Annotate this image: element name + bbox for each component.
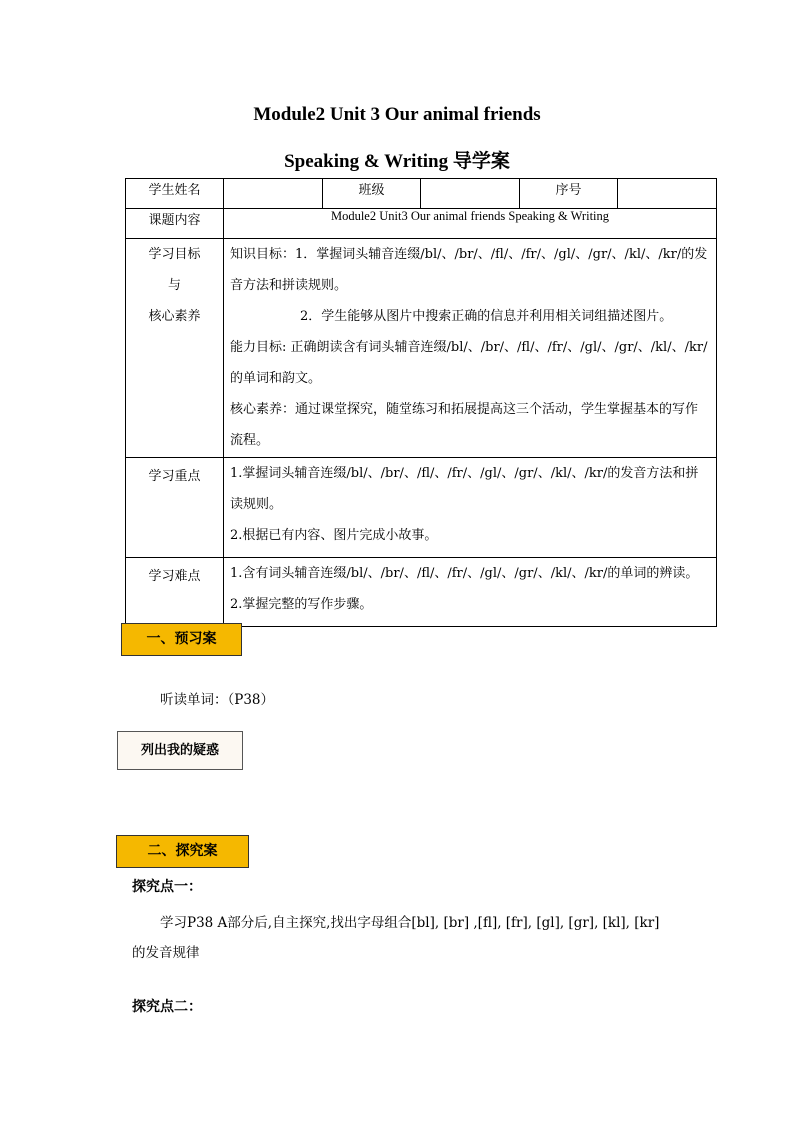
key-point-1: 1.掌握词头辅音连缀/bl/、/br/、/fl/、/fr/、/gl/、/gr/、/kl/、/kr/的发音方法和拼读规则。 <box>230 466 699 512</box>
ability-objective: 能力目标: 正确朗读含有词头辅音连缀/bl/、/br/、/fl/、/fr/、/gl/、/gr/、/kl/、/kr/的单词和韵文。 <box>230 340 708 386</box>
objectives-label-line3: 核心素养 <box>148 309 201 324</box>
difficulties-label: 学习难点 <box>126 558 224 627</box>
table-row-difficulties <box>126 558 717 627</box>
difficulty-1: 1.含有词头辅音连缀/bl/、/br/、/fl/、/fr/、/gl/、/gr/、/kl/、/kr/的单词的辨读。 <box>230 566 699 581</box>
preview-text: 听读单词：（P38） <box>160 692 275 708</box>
doc-title-line2: Speaking & Writing 导学案 <box>284 151 510 172</box>
difficulty-2: 2.掌握完整的写作步骤。 <box>230 597 373 612</box>
explore-point1-text-line2: 的发音规律 <box>132 945 200 961</box>
explore-point2-heading: 探究点二： <box>132 999 202 1015</box>
key-point-2: 2.根据已有内容、图片完成小故事。 <box>230 528 438 543</box>
table-row-objectives <box>126 239 717 458</box>
explore-section-title: 二、探究案 <box>116 835 249 868</box>
objectives-label <box>126 239 224 458</box>
student-name-label: 学生姓名 <box>126 179 224 209</box>
table-row-topic <box>126 209 717 239</box>
seq-value[interactable] <box>618 179 717 209</box>
key-points-label: 学习重点 <box>126 458 224 558</box>
student-name-value[interactable] <box>224 179 323 209</box>
knowledge-objective-2: 2．学生能够从图片中搜索正确的信息并利用相关词组描述图片。 <box>300 309 673 324</box>
doc-title-line1: Module2 Unit 3 Our animal friends <box>253 104 541 125</box>
class-value[interactable] <box>421 179 520 209</box>
seq-label: 序号 <box>520 179 618 209</box>
difficulties-content <box>224 558 717 627</box>
preview-section-title: 一、预习案 <box>121 623 242 656</box>
objectives-content <box>224 239 717 458</box>
topic-label: 课题内容 <box>126 209 224 239</box>
knowledge-objective: 知识目标：1．掌握词头辅音连缀/bl/、/br/、/fl/、/fr/、/gl/、/gr/、/kl/、/kr/的发音方法和拼读规则。 <box>230 247 708 293</box>
lesson-info-table <box>125 178 717 627</box>
objectives-label-line1: 学习目标 <box>148 247 201 262</box>
explore-point1-heading: 探究点一： <box>132 879 202 895</box>
objectives-label-line2: 与 <box>167 278 181 293</box>
core-literacy: 核心素养：通过课堂探究，随堂练习和拓展提高这三个活动，学生掌握基本的写作流程。 <box>230 402 699 448</box>
topic-value: Module2 Unit3 Our animal friends Speaking & Writing <box>224 209 717 239</box>
explore-point1-text-line1: 学习P38 A部分后,自主探究,找出字母组合[bl], [br] ,[fl], [fr], [gl], [gr], [kl], [kr] <box>160 915 660 931</box>
class-label: 班级 <box>323 179 421 209</box>
doubts-box: 列出我的疑惑 <box>117 731 243 770</box>
table-row-student <box>126 179 717 209</box>
table-row-key-points <box>126 458 717 558</box>
key-points-content <box>224 458 717 558</box>
